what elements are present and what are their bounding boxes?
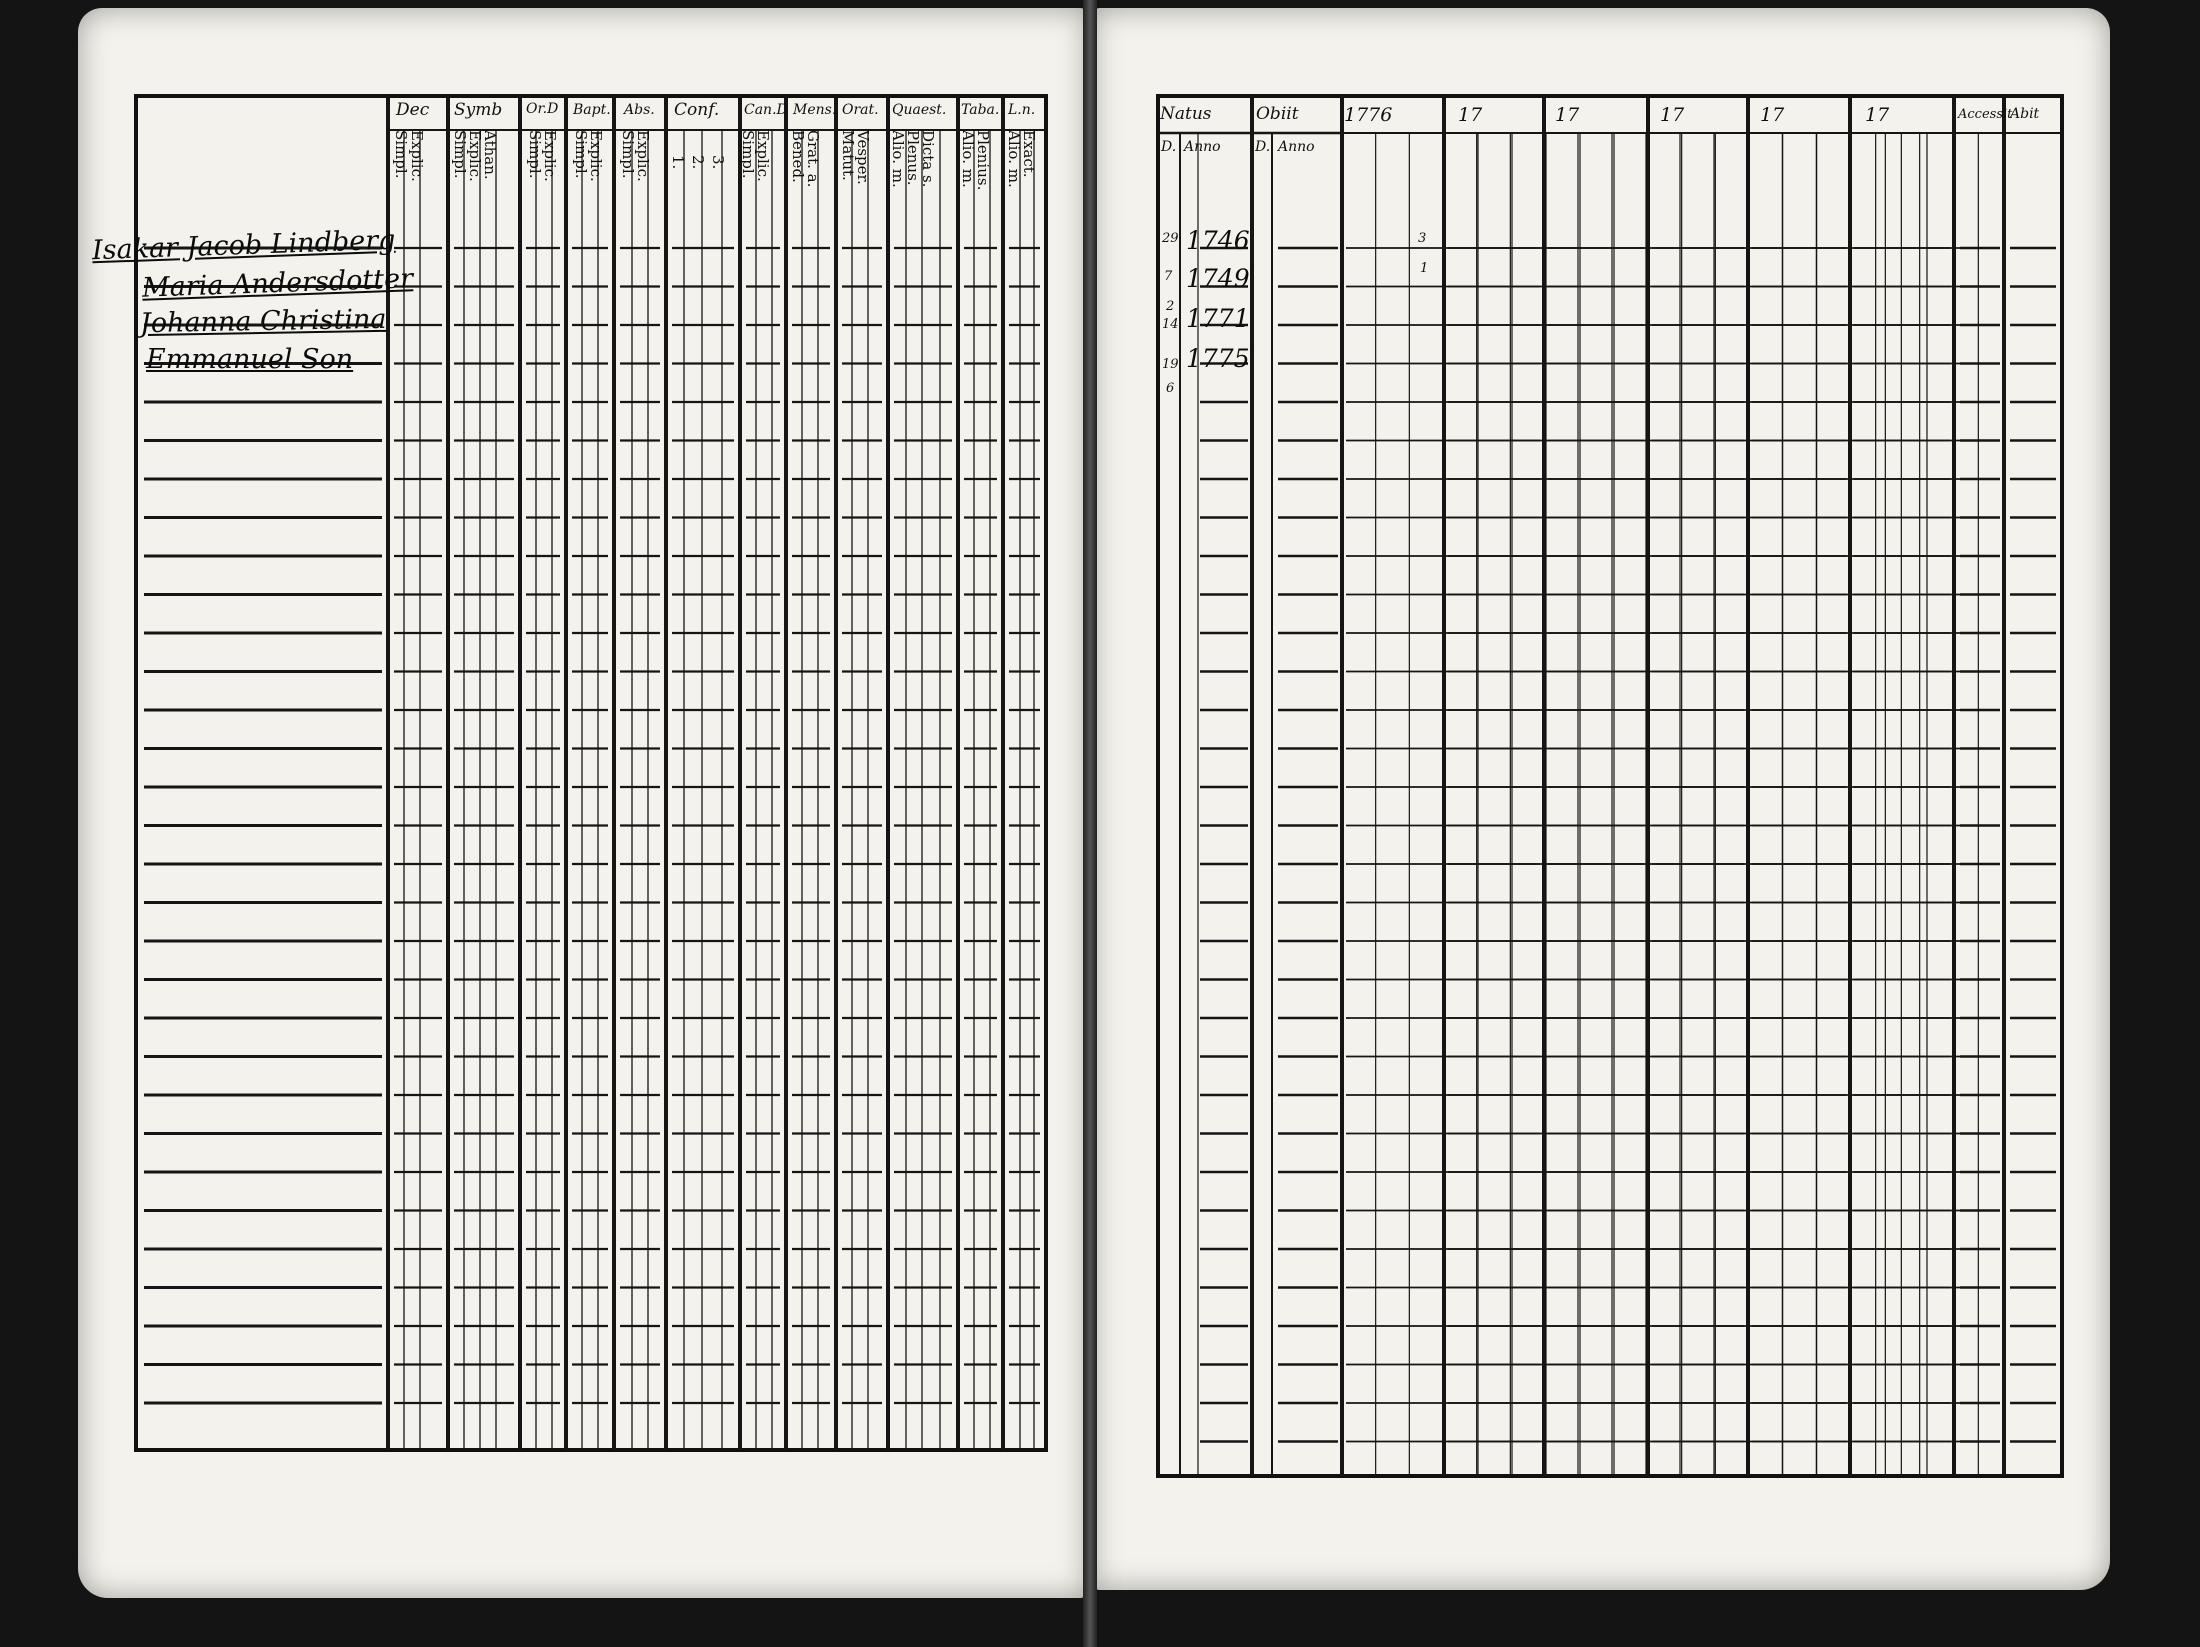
subheader: Simpl. [572,130,590,179]
header-abiit: Abit [2010,106,2040,122]
name-entry: Maria Andersdotter [141,263,414,304]
col-header-bapt: Bapt. [573,102,611,118]
subheader-obiit-anno: Anno [1278,139,1315,155]
subheader: Alio. m. [1005,130,1023,188]
subheader: 1. [669,155,687,170]
header-year: 17 [1458,104,1483,126]
entry-year: 1775 [1186,344,1250,373]
col-header-abs: Abs. [624,102,655,118]
subheader: Explic. [541,130,559,182]
col-header-quaest: Quaest. [892,102,947,118]
header-year: 17 [1865,104,1890,126]
col-header-orat: Orat. [842,102,879,118]
col-header-mens: Mens. [793,102,837,118]
header-year: 17 [1555,104,1580,126]
name-entry: Johanna Christina [139,303,387,340]
subheader: Plenius. [974,130,992,191]
col-header-ln: L.n. [1008,102,1036,118]
header-natus: Natus [1160,104,1212,124]
subheader: Simpl. [392,130,410,179]
subheader: Athan. [481,130,499,180]
subheader: 2. [689,155,707,170]
subheader: Explic. [634,130,652,182]
subheader: Explic. [587,130,605,182]
subheader: Simpl. [739,130,757,179]
subheader: Matut. [839,130,857,181]
entry-day: 14 [1162,317,1179,332]
subheader-obiit-d: D. [1255,139,1271,155]
entry-day: 29 [1162,231,1179,246]
subheader: Plenus. [904,130,922,186]
col-header-ord: Or.D [526,101,559,117]
col-header-taba: Taba. [961,102,1000,118]
col-header-cand: Can.D [744,102,788,118]
subheader: Vesper. [854,130,872,185]
subheader-natus-anno: Anno [1184,139,1221,155]
subheader: Simpl. [451,130,469,179]
entry-year: 1749 [1186,264,1250,293]
subheader: Dicta s. [919,130,937,188]
entry-year: 1746 [1186,226,1250,255]
entry-year: 1771 [1186,304,1250,333]
subheader: Simpl. [619,130,637,179]
header-year: 17 [1660,104,1685,126]
col-header-conf: Conf. [674,100,720,120]
col-header-symb: Symb [454,100,503,120]
subheader: Exact. [1020,130,1038,178]
col-header-dec: Dec [396,100,430,120]
entry-day: 19 [1162,357,1179,372]
side-mark: 6 [1166,381,1175,396]
subheader: Explic. [754,130,772,182]
subheader: Bened. [789,130,807,183]
header-accessit: Accessit [1958,107,2013,122]
side-mark: 2 [1166,299,1175,314]
subheader: Simpl. [526,130,544,179]
header-obiit: Obiit [1256,104,1299,124]
subheader: Explic. [408,130,426,182]
name-entry: Emmanuel Son [146,344,354,375]
subheader: 3. [709,155,727,170]
entry-day: 7 [1164,269,1173,284]
entry-mark: 1 [1420,261,1429,276]
header-year-1776: 1776 [1344,104,1393,126]
subheader: Alio. m. [959,130,977,188]
header-year: 17 [1760,104,1785,126]
entry-mark: 3 [1418,231,1427,246]
subheader-natus-d: D. [1161,139,1177,155]
subheader: Alio. m. [889,130,907,188]
subheader: Grat. a. [804,130,822,188]
subheader: Explic. [466,130,484,182]
name-entry: Isakar Jacob Lindberg [91,224,396,267]
